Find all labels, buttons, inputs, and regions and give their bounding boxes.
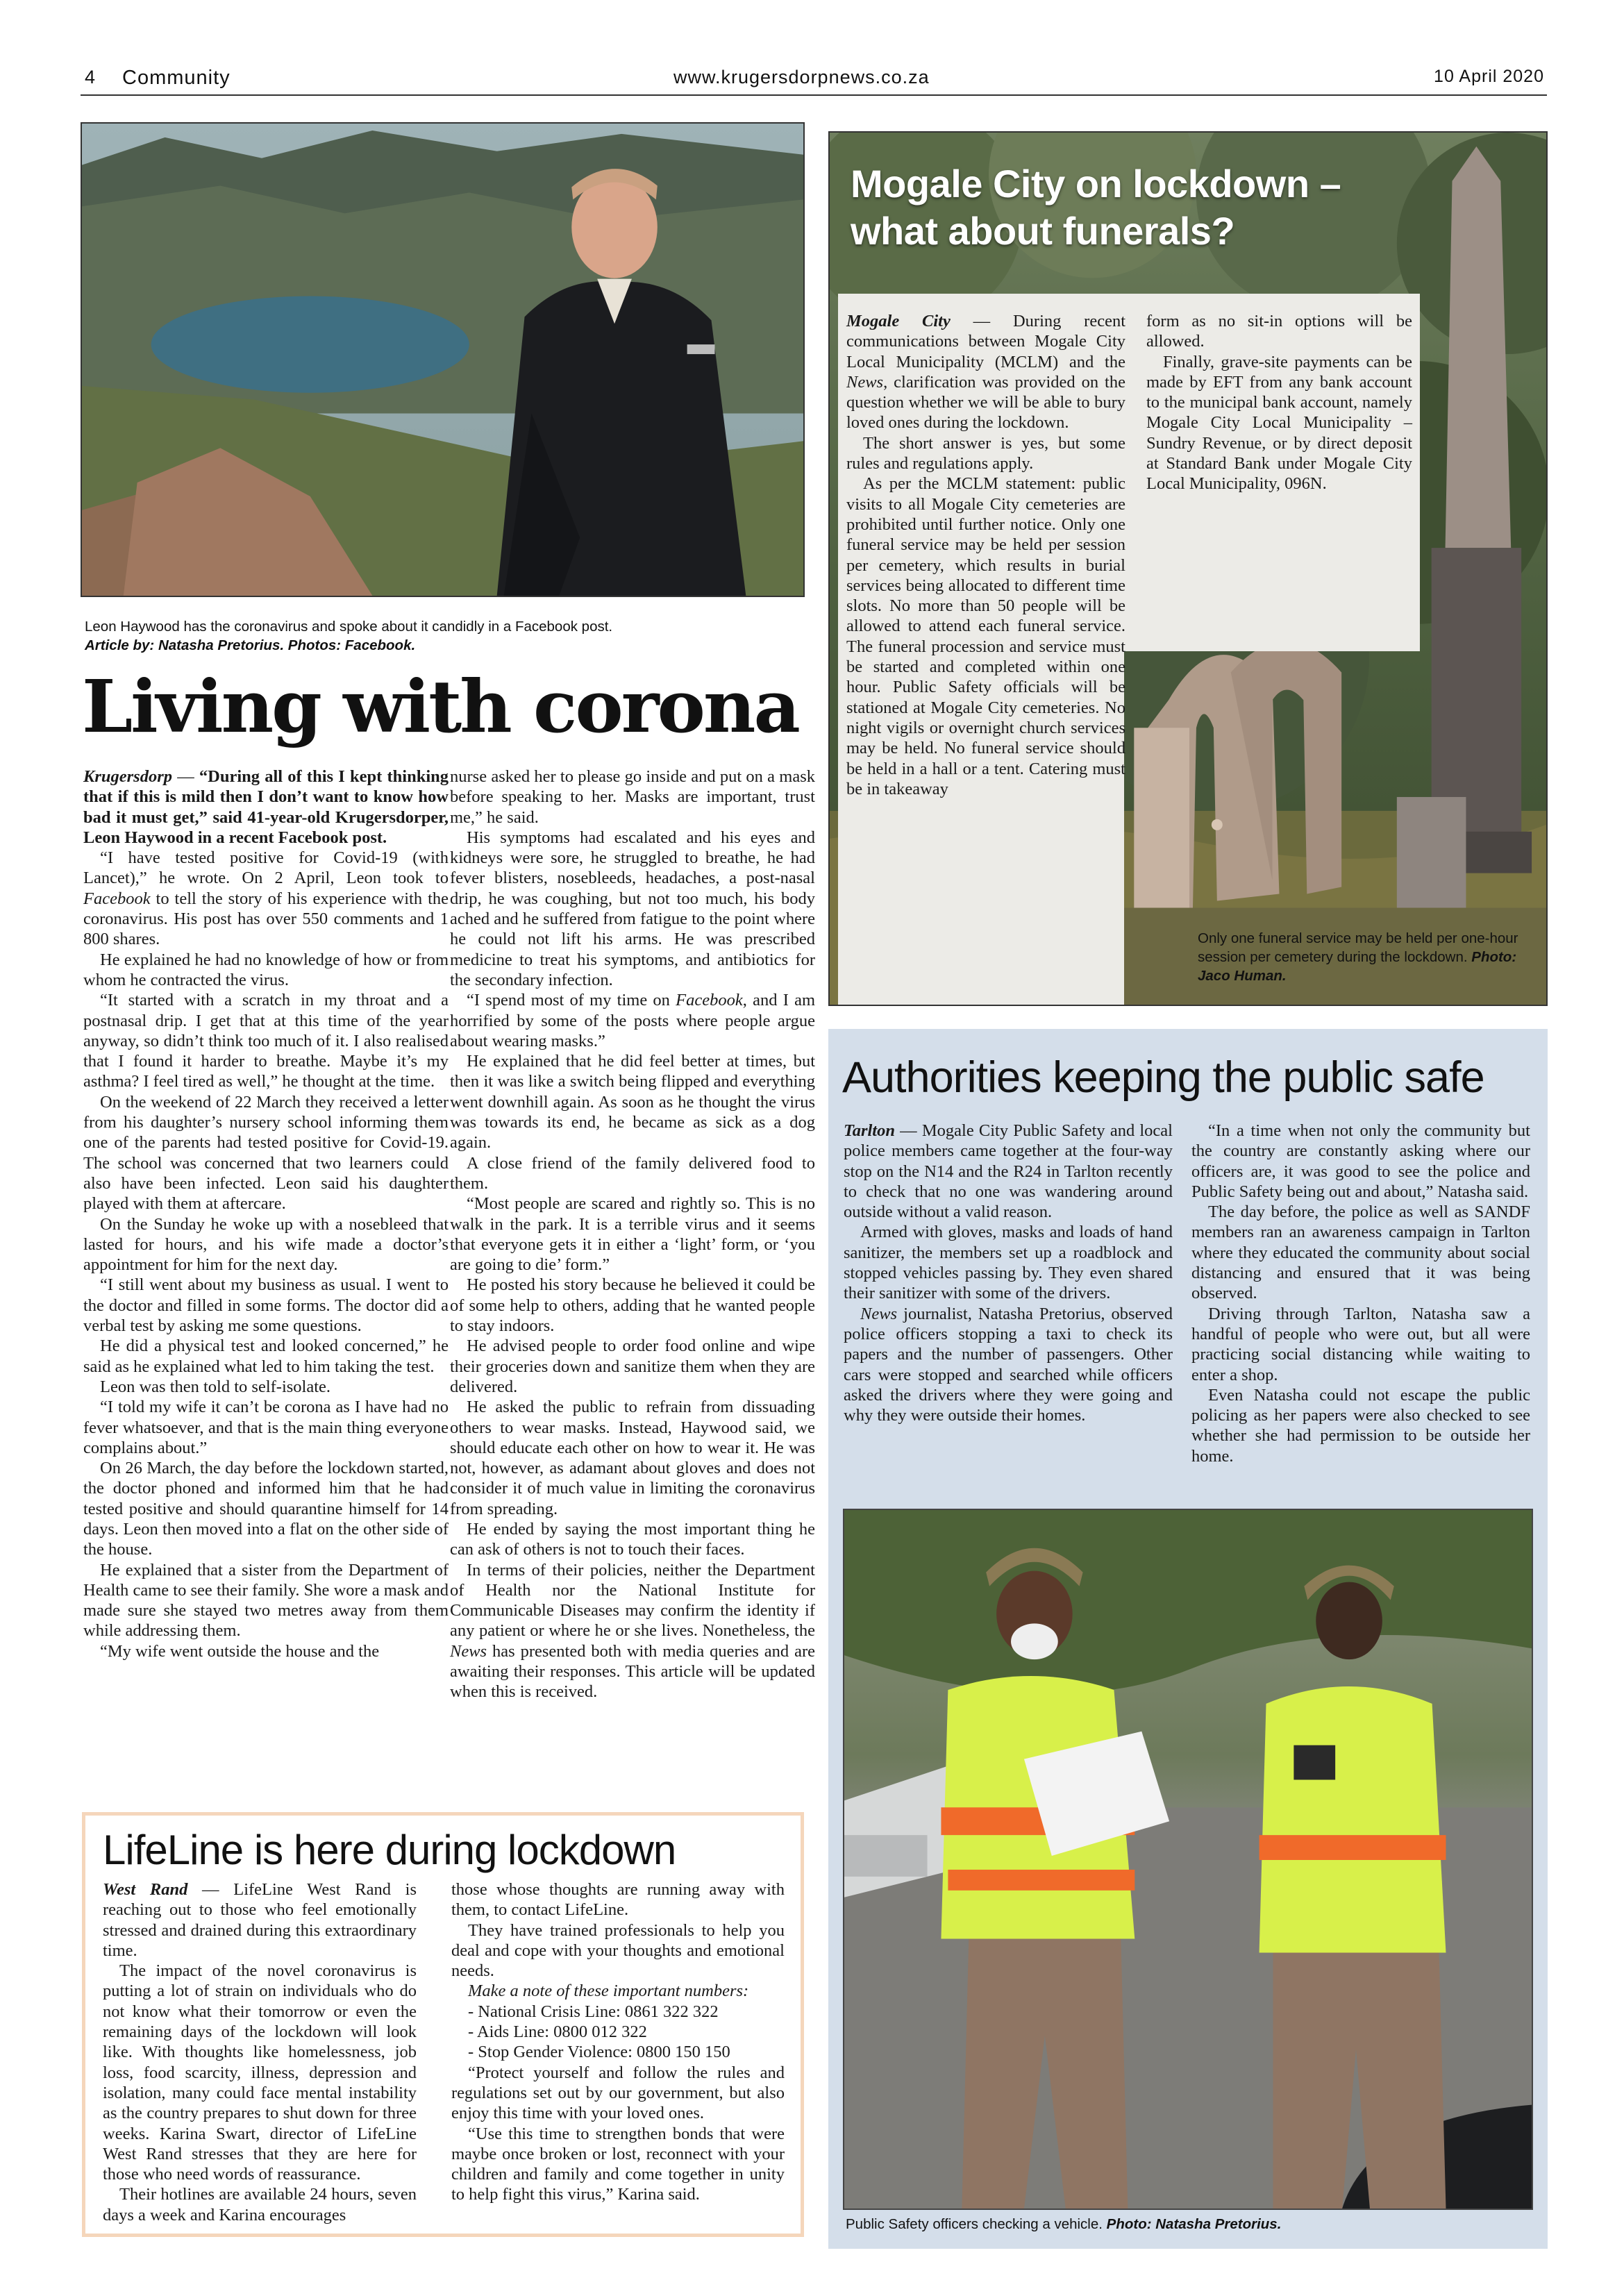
hotline-item: - National Crisis Line: 0861 322 322 <box>468 2002 719 2021</box>
paragraph: “I spend most of my time on Facebook, and I am horrified by some of the posts where people argue about wearing masks.” <box>450 991 816 1050</box>
lifeline-lead-paragraph: West Rand — LifeLine West Rand is reaching out to those who feel emotionally stressed and drained during this extraordinary time. <box>103 1880 417 1960</box>
header-rule <box>81 94 1547 96</box>
paragraph: form as no sit-in options will be allowed. <box>1146 312 1412 351</box>
site-url[interactable]: www.krugersdorpnews.co.za <box>673 67 930 87</box>
paragraph: He asked the public to refrain from dissuading others to wear masks. Instead, Haywood said, we should educate each other on how to wear it. He was not, however, as adamant about gloves and does not consider it of much value in limiting the coronavirus from spreading. <box>450 1398 815 1518</box>
paragraph: “In a time when not only the community but the country are constantly asking where our officers are, it was good to see the police and Public Safety being out and about,” Natasha said. <box>1191 1121 1530 1201</box>
paragraph: As per the MCLM statement: public visits to all Mogale City cemeteries are prohibited until further notice. Only one funeral service may be held per session per cemetery, which results in burial services being allocated to different time slots. No more than 50 people will be allowed to attend each funeral service. The funeral procession and service must be started and completed within one hour. Public Safety officials will be stationed at Mogale City cemeteries. No night vigils or overnight church services may be held. No funeral service should be held in a hall or a tent. Catering must be in takeaway <box>846 474 1125 798</box>
living-lead-paragraph: Krugersdorp — “During all of this I kept thinking that if this is mild then I don’t want to know how bad it must get,” said 41-year-old Krugersdorper, Leon Haywood in a recent Facebook post. <box>83 767 449 847</box>
dateline: Krugersdorp <box>83 767 172 786</box>
paragraph: those whose thoughts are running away with them, to contact LifeLine. <box>451 1880 785 1920</box>
paragraph: His symptoms had escalated and his eyes and kidneys were sore, he struggled to breathe, he had fever blisters, nosebleeds, headaches, a post-nasal drip, he was coughing, but not too much, his body ached and he suffered from fatigue to the point where he could not lift his arms. He was prescribed medicine to treat his symptoms, and antibiotics for the secondary infection. <box>450 828 815 989</box>
living-caption-text: Leon Haywood has the coronavirus and spoke about it candidly in a Facebook post. <box>85 619 613 635</box>
living-col2 <box>450 766 815 1702</box>
lifeline-headline: LifeLine is here during lockdown <box>103 1827 676 1873</box>
mogale-credit: Photo: Jaco Human. <box>1198 949 1517 984</box>
paragraph: He explained that a sister from the Department of Health came to see their family. She wore a mask and made sure she stayed two metres away from them while addressing them. <box>83 1560 449 1641</box>
paragraph: He explained that he did feel better at times, but then it was like a switch being flipped and everything went downhill again. As soon as he thought the virus was towards its end, he became as sick as a dog again. <box>450 1052 815 1153</box>
paragraph: “I told my wife it can’t be corona as I have had no fever whatsoever, and that is the main thing everyone complains about.” <box>83 1398 449 1457</box>
officers-photo <box>843 1509 1533 2210</box>
paragraph: “My wife went outside the house and the <box>100 1641 380 1661</box>
officers-credit: Photo: Natasha Pretorius. <box>1106 2216 1282 2232</box>
living-caption <box>85 617 807 655</box>
paragraph: On the Sunday he woke up with a nosebleed that lasted for hours, and his wife made a doctor’s appointment for him for the next day. <box>83 1214 449 1275</box>
paragraph: In terms of their policies, neither the Department of Health nor the National Institute for Communicable Diseases may confirm the identity if any patient or where he or she lives. Nonetheless, the News has presented both with media queries and are awaiting their responses. This article will be updated when this is received. <box>450 1560 815 1702</box>
paragraph: He did a physical test and looked concerned,” he said as he explained what led to him taking the test. <box>83 1336 449 1376</box>
lifeline-col2 <box>451 1879 785 2205</box>
authorities-col2 <box>1191 1121 1530 1466</box>
mogale-caption-text: Only one funeral service may be held per one-hour session per cemetery during the lockdown. <box>1198 930 1518 965</box>
paragraph: Finally, grave-site payments can be made by EFT from any bank account to the municipal bank account, namely Mogale City Local Municipality – Sundry Revenue, or by direct deposit at Standard Bank under Mogale City Local Municipality, 096N. <box>1146 352 1412 494</box>
paragraph: The short answer is yes, but some rules and regulations apply. <box>846 433 1125 474</box>
paragraph: He advised people to order food online and wipe their groceries down and sanitize them when they are delivered. <box>450 1336 815 1396</box>
portrait-photo-icon <box>82 124 803 596</box>
mogale-headline-line2: what about funerals? <box>851 209 1235 253</box>
paragraph: nurse asked her to please go inside and put on a mask before speaking to her. Masks are important, trust me,” he said. <box>450 767 815 827</box>
paragraph: Driving through Tarlton, Natasha saw a handful of people who were out, but all were practicing social distancing while waiting to enter a shop. <box>1191 1304 1530 1384</box>
living-headline: Living with corona <box>82 664 798 749</box>
paragraph: Leon was then told to self-isolate. <box>100 1377 331 1396</box>
lifeline-col1 <box>103 1879 417 2225</box>
paragraph: “I have tested positive for Covid-19 (with Lancet),” he wrote. On 2 April, Leon took to Facebook to tell the story of his experience with the coronavirus. His post has over 550 comments and 1 800 shares. <box>83 848 449 949</box>
paragraph: “Protect yourself and follow the rules and regulations set out by our government, but also enjoy this time with your loved ones. <box>451 2063 785 2123</box>
living-col1 <box>83 766 449 1661</box>
hotline-item: - Aids Line: 0800 012 322 <box>468 2022 647 2042</box>
mogale-col1 <box>846 311 1125 799</box>
officers-photo-icon <box>844 1510 1532 2209</box>
mogale-headline <box>851 160 1341 255</box>
paragraph: On the weekend of 22 March they received a letter from his daughter’s nursery school informing them one of the parents had tested positive for Covid-19. The school was concerned that two learners could also have been infected. Leon said his daughter played with them at aftercare. <box>83 1092 449 1214</box>
paragraph: The impact of the novel coronavirus is putting a lot of strain on individuals who do not know what their tomorrow or even the remaining days of the lockdown will look like. With thoughts like homelessness, job loss, food scarcity, illness, depression and isolation, many could face mental instability as the country prepares to shut down for three weeks. Karina Swart, director of LifeLine West Rand stresses that they are here for those who need words of reassurance. <box>103 1961 417 2184</box>
officers-caption-text: Public Safety officers checking a vehicle. <box>846 2216 1103 2232</box>
leon-haywood-photo <box>81 122 805 597</box>
mogale-caption <box>1198 929 1538 985</box>
officers-caption <box>846 2215 1526 2234</box>
paragraph: A close friend of the family delivered food to them. <box>450 1153 815 1193</box>
paragraph: Their hotlines are available 24 hours, seven days a week and Karina encourages <box>103 2185 417 2224</box>
authorities-headline: Authorities keeping the public safe <box>842 1053 1484 1102</box>
hotline-item: - Stop Gender Violence: 0800 150 150 <box>468 2043 730 2062</box>
authorities-col1 <box>844 1121 1173 1425</box>
section-name: Community <box>122 67 231 89</box>
paragraph: Even Natasha could not escape the public policing as her papers were also checked to see whether she had permission to be outside her home. <box>1191 1385 1530 1466</box>
mogale-lead-paragraph: Mogale City — During recent communications between Mogale City Local Municipality (MCLM) and the News, clarification was provided on the question whether we will be able to bury loved ones during the lockdown. <box>846 312 1126 433</box>
paragraph: “I still went about my business as usual. I went to the doctor and filled in some forms. The doctor did a verbal test by asking me some questions. <box>83 1275 449 1336</box>
paragraph: “Most people are scared and rightly so. This is no walk in the park. It is a terrible virus and it seems that everyone gets it in either a ‘light’ form, or ‘you are going to die’ form.” <box>450 1194 815 1275</box>
paragraph: The day before, the police as well as SANDF members ran an awareness campaign in Tarlton where they educated the community about social distancing and ensured that it was being observed. <box>1191 1203 1530 1303</box>
paragraph: He ended by saying the most important thing he can ask of others is not to touch their faces. <box>450 1519 815 1559</box>
paragraph: They have trained professionals to help you deal and cope with your thoughts and emotional needs. <box>451 1920 785 1981</box>
mogale-headline-line1: Mogale City on lockdown – <box>851 162 1341 206</box>
paragraph: “It started with a scratch in my throat and a postnasal drip. I get that at this time of the year anyway, so didn’t think too much of it. I also realised that I found it harder to breathe. Maybe it’s my asthma? I feel tired as well,” he thought at the time. <box>83 991 449 1091</box>
paragraph: News journalist, Natasha Pretorius, observed police officers stopping a taxi to check its papers and the number of passengers. Other cars were stopped and searched while officers asked the drivers where they were going and why they were outside their homes. <box>844 1304 1173 1425</box>
living-credit: Article by: Natasha Pretorius. Photos: Facebook. <box>85 637 416 653</box>
paragraph: Armed with gloves, masks and loads of hand sanitizer, the members set up a roadblock and stopped vehicles passing by. They even shared their sanitizer with some of the drivers. <box>844 1223 1173 1303</box>
mogale-col2 <box>1146 311 1412 494</box>
paragraph: He explained he had no knowledge of how or from whom he contracted the virus. <box>83 950 449 989</box>
paragraph: On 26 March, the day before the lockdown started, the doctor phoned and informed him that he had tested positive and should quarantine himself for 14 days. Leon then moved into a flat on the other side of the house. <box>83 1459 449 1559</box>
paragraph: Make a note of these important numbers: <box>468 1981 749 2001</box>
paragraph: “Use this time to strengthen bonds that were maybe once broken or lost, reconnect with your children and family and come together in unity to help fight this virus,” Karina said. <box>451 2124 785 2204</box>
issue-date: 10 April 2020 <box>1434 67 1544 86</box>
paragraph: He posted his story because he believed it could be of some help to others, adding that he wanted people to stay indoors. <box>450 1275 815 1336</box>
authorities-lead-paragraph: Tarlton — Mogale City Public Safety and local police members came together at the four-way stop on the N14 and the R24 in Tarlton recently to check that no one was wandering around outside without a valid reason. <box>844 1121 1173 1222</box>
page-number: 4 <box>85 67 97 87</box>
